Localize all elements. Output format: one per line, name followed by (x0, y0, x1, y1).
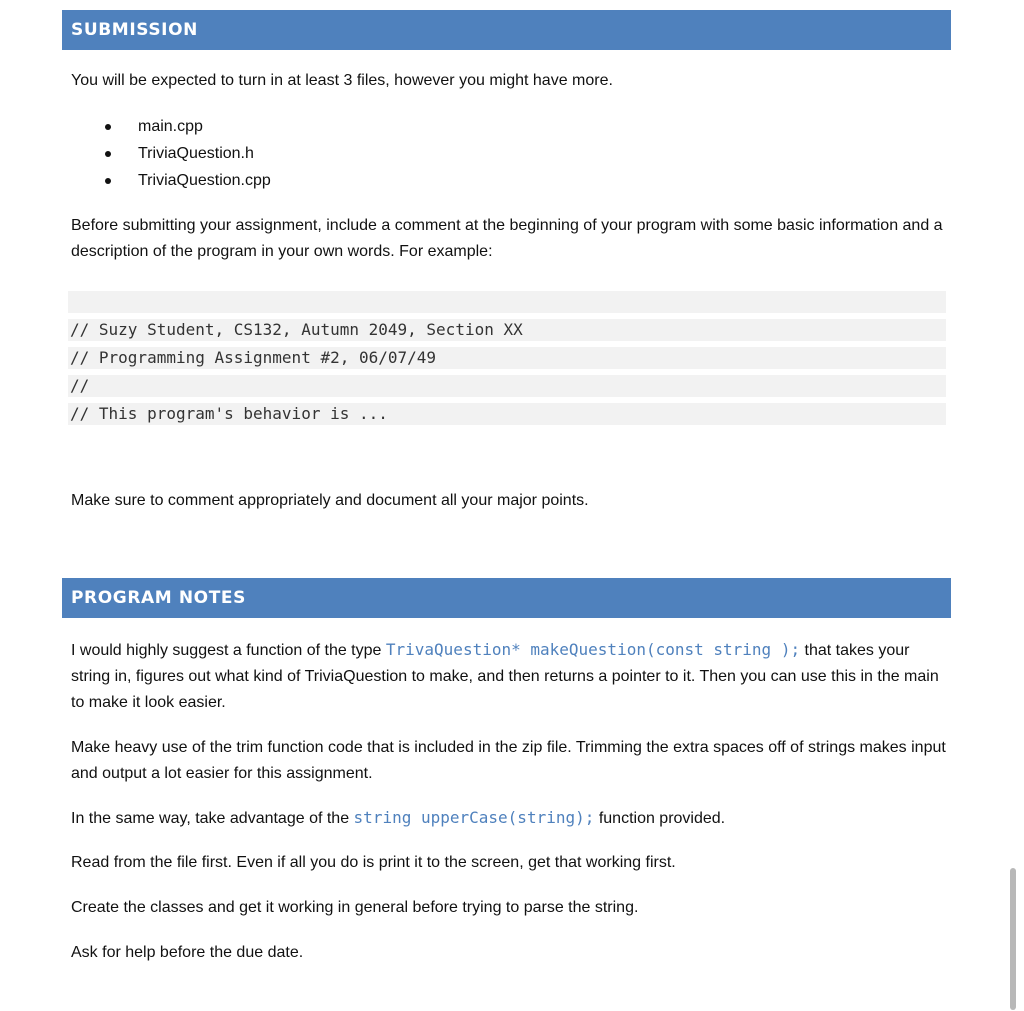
notes-text: In the same way, take advantage of the (71, 810, 354, 827)
notes-paragraph-4: Read from the file first. Even if all you do is print it to the screen, get that working first. (71, 854, 676, 871)
file-list (71, 113, 271, 194)
code-line: // This program's behavior is ... (68, 403, 946, 425)
notes-paragraph-2: Make heavy use of the trim function code that is included in the zip file. Trimming the extra spaces off of strings makes input and output a lot easier for this assignment. (71, 739, 946, 782)
notes-paragraph-6: Ask for help before the due date. (71, 944, 304, 961)
code-line: // (68, 375, 946, 397)
program-notes-heading: PROGRAM NOTES (62, 578, 951, 618)
bullet-icon (105, 124, 111, 130)
list-item (71, 140, 271, 167)
code-line: // Programming Assignment #2, 06/07/49 (68, 347, 946, 369)
submission-intro: You will be expected to turn in at least 3 files, however you might have more. (71, 72, 613, 89)
example-code-block (68, 291, 946, 431)
inline-code: string upperCase(string); (353, 808, 595, 827)
notes-text: that takes your string in, figures out what kind of TriviaQuestion to make, and then returns a pointer to it. Then you can use this in the main to make it look easier. (71, 642, 939, 711)
list-item (71, 113, 271, 140)
bullet-icon (105, 178, 111, 184)
inline-code: TrivaQuestion* makeQuestion(const string ); (385, 640, 801, 659)
file-name: main.cpp (138, 118, 203, 135)
notes-text: I would highly suggest a function of the type (71, 642, 386, 659)
submission-closing: Make sure to comment appropriately and document all your major points. (71, 492, 589, 509)
list-item (71, 167, 271, 194)
notes-paragraph-5: Create the classes and get it working in general before trying to parse the string. (71, 899, 639, 916)
file-name: TriviaQuestion.cpp (138, 172, 271, 189)
code-line: // Suzy Student, CS132, Autumn 2049, Section XX (68, 319, 946, 341)
comment-instructions: Before submitting your assignment, include a comment at the beginning of your program with some basic information and a description of the program in your own words. For example: (71, 217, 943, 260)
submission-heading: SUBMISSION (62, 10, 951, 50)
notes-paragraph-3 (71, 805, 951, 832)
notes-paragraph-1 (71, 637, 951, 716)
code-line (68, 291, 946, 313)
notes-text: function provided. (594, 810, 726, 827)
vertical-scrollbar[interactable] (1010, 868, 1016, 1010)
file-name: TriviaQuestion.h (138, 145, 254, 162)
bullet-icon (105, 151, 111, 157)
